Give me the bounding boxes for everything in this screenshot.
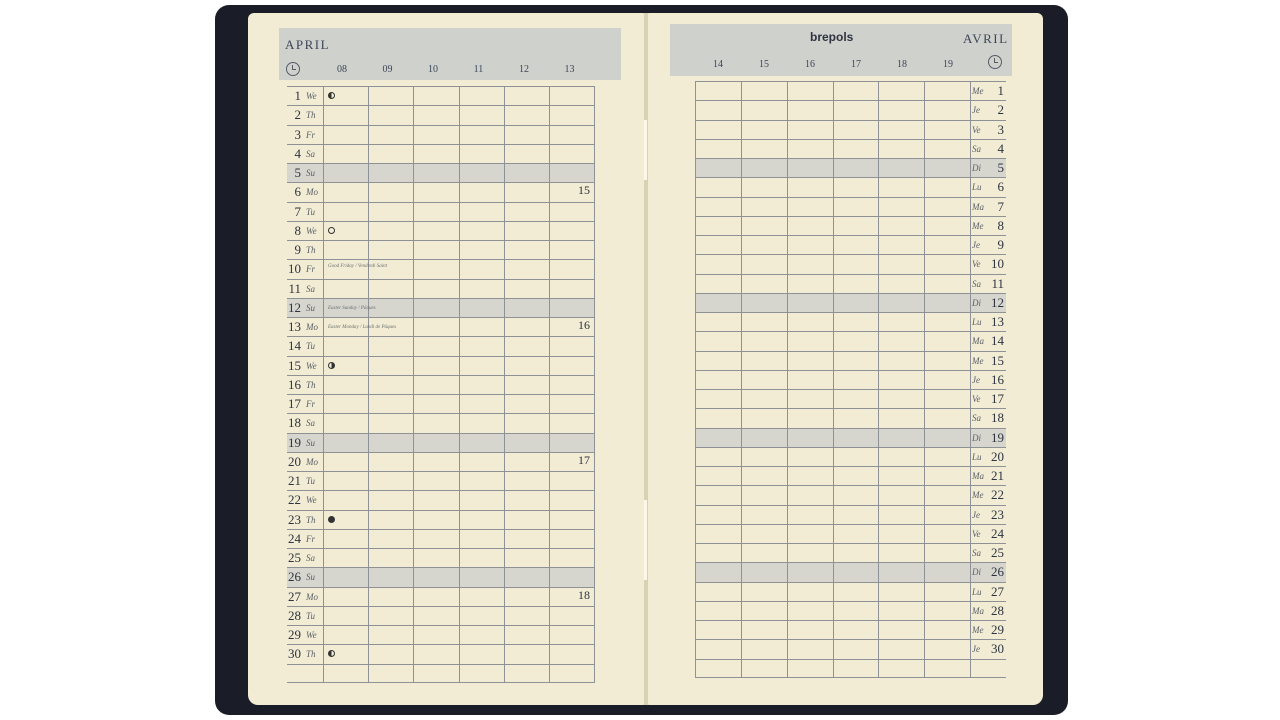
- day-name: Lu: [972, 317, 982, 327]
- moon-phase-icon: [328, 227, 335, 234]
- day-number: 11: [991, 275, 1004, 291]
- week-number: 18: [578, 587, 590, 602]
- day-number: 29: [991, 622, 1004, 637]
- clock-icon: [286, 62, 300, 76]
- day-name: Lu: [972, 182, 982, 193]
- day-name: Su: [306, 168, 315, 178]
- day-name: Th: [306, 110, 316, 121]
- day-number: 18: [991, 410, 1004, 426]
- day-number: 1: [997, 83, 1004, 98]
- hour-label: 14: [713, 59, 723, 70]
- day-name: Me: [972, 86, 984, 96]
- day-number: 14: [991, 333, 1004, 349]
- day-name: Su: [306, 302, 315, 313]
- day-number: 23: [288, 511, 301, 527]
- day-number: 14: [288, 338, 301, 354]
- day-number: 19: [991, 429, 1004, 445]
- holiday-note: Easter Sunday / Pâques: [328, 305, 376, 311]
- day-name: We: [306, 91, 317, 101]
- day-name: Di: [972, 163, 981, 173]
- day-name: Ve: [972, 528, 981, 539]
- day-number: 4: [997, 140, 1004, 156]
- grid-line: [970, 81, 971, 678]
- day-name: Ma: [972, 605, 984, 616]
- day-name: Ve: [972, 394, 981, 404]
- day-name: Sa: [306, 148, 315, 159]
- day-number: 20: [991, 448, 1004, 464]
- day-number: 18: [288, 415, 301, 431]
- day-name: Me: [972, 625, 984, 635]
- day-name: Lu: [972, 451, 982, 462]
- day-number: 5: [997, 160, 1004, 175]
- day-name: Ma: [972, 201, 984, 212]
- day-name: Je: [972, 374, 980, 385]
- day-name: Sa: [972, 278, 981, 289]
- day-name: Fr: [306, 399, 315, 409]
- day-name: Ve: [972, 124, 981, 135]
- day-name: Lu: [972, 586, 982, 597]
- day-number: 15: [991, 352, 1004, 368]
- day-number: 22: [288, 492, 301, 508]
- binding-stitch: [644, 500, 647, 580]
- day-name: We: [306, 495, 317, 506]
- day-number: 3: [294, 126, 301, 142]
- week-number: 15: [578, 183, 590, 198]
- moon-phase-icon: [328, 650, 335, 657]
- clock-icon: [988, 55, 1002, 69]
- day-number: 20: [288, 453, 301, 469]
- day-number: 26: [288, 569, 301, 585]
- day-number: 25: [288, 550, 301, 565]
- spine: [644, 13, 648, 705]
- day-number: 9: [997, 237, 1004, 252]
- day-number: 23: [991, 506, 1004, 522]
- grid-line: [549, 86, 550, 683]
- day-number: 30: [991, 641, 1004, 657]
- hour-label: 17: [851, 59, 861, 70]
- day-name: Mo: [306, 456, 318, 467]
- day-number: 2: [997, 102, 1004, 118]
- binding-stitch: [644, 120, 647, 180]
- day-number: 17: [991, 391, 1004, 406]
- day-name: Me: [972, 490, 984, 501]
- day-name: Su: [306, 572, 315, 583]
- hour-label: 11: [473, 64, 484, 75]
- grid-line: [504, 86, 505, 683]
- day-name: Je: [972, 240, 980, 250]
- day-name: Tu: [306, 206, 316, 217]
- holiday-note: Good Friday / Vendredi Saint: [328, 264, 387, 270]
- day-name: Me: [972, 220, 984, 231]
- day-name: Di: [972, 297, 981, 308]
- day-number: 6: [294, 184, 301, 200]
- day-name: Th: [306, 379, 316, 390]
- day-name: Di: [972, 432, 981, 443]
- hour-label: 15: [759, 59, 769, 70]
- day-name: Tu: [306, 476, 316, 486]
- day-name: We: [306, 360, 317, 371]
- day-name: Me: [972, 355, 984, 366]
- day-name: Tu: [306, 610, 316, 621]
- day-number: 22: [991, 487, 1004, 503]
- grid-line: [368, 86, 369, 683]
- day-name: Sa: [306, 418, 315, 429]
- hour-label: 12: [519, 64, 529, 75]
- day-number: 7: [997, 198, 1004, 214]
- right-schedule-grid: [695, 81, 1006, 678]
- day-name: Ma: [972, 336, 984, 347]
- brand-logo: brepols: [810, 30, 854, 44]
- hour-label: 09: [382, 64, 393, 75]
- day-number: 6: [997, 179, 1004, 195]
- day-number: 13: [991, 314, 1004, 329]
- week-number: 16: [578, 318, 590, 332]
- day-number: 21: [288, 473, 301, 488]
- day-name: Di: [972, 567, 981, 578]
- day-number: 2: [294, 107, 301, 123]
- week-number: 17: [578, 452, 590, 467]
- grid-line: [787, 81, 788, 678]
- grid-line: [413, 86, 414, 683]
- hour-label: 19: [943, 59, 953, 70]
- grid-line: [594, 86, 595, 683]
- grid-line: [459, 86, 460, 683]
- day-name: Sa: [972, 548, 981, 558]
- day-number: 12: [991, 294, 1004, 310]
- day-name: Ve: [972, 259, 981, 270]
- day-number: 19: [288, 434, 301, 450]
- day-number: 15: [288, 357, 301, 373]
- day-name: Th: [306, 245, 316, 255]
- day-name: We: [306, 225, 317, 236]
- day-number: 28: [991, 602, 1004, 618]
- day-number: 16: [991, 371, 1004, 387]
- day-number: 27: [991, 583, 1004, 599]
- day-number: 8: [294, 222, 301, 238]
- day-number: 16: [288, 376, 301, 392]
- day-name: Th: [306, 649, 316, 660]
- day-number: 11: [288, 280, 301, 296]
- day-number: 8: [997, 217, 1004, 233]
- day-number: 21: [991, 468, 1004, 483]
- day-name: Fr: [306, 533, 315, 544]
- day-name: Sa: [972, 413, 981, 424]
- day-name: Sa: [972, 143, 981, 154]
- day-name: Mo: [306, 591, 318, 602]
- day-number: 29: [288, 627, 301, 642]
- hour-label: 08: [337, 64, 347, 75]
- day-name: Fr: [306, 264, 315, 275]
- day-name: Fr: [306, 129, 315, 140]
- day-name: Sa: [306, 283, 315, 294]
- day-name: Ma: [972, 471, 984, 481]
- day-name: Je: [972, 105, 980, 116]
- day-number: 7: [294, 203, 301, 219]
- day-number: 28: [288, 607, 301, 623]
- day-number: 9: [294, 242, 301, 257]
- day-name: Mo: [306, 187, 318, 198]
- day-number: 13: [288, 319, 301, 334]
- day-number: 12: [288, 299, 301, 315]
- month-title-right: AVRIL: [963, 31, 1009, 46]
- day-number: 10: [288, 261, 301, 277]
- day-name: Je: [972, 509, 980, 520]
- day-number: 1: [294, 88, 301, 103]
- moon-phase-icon: [328, 516, 335, 523]
- day-number: 5: [294, 165, 301, 180]
- day-number: 24: [288, 530, 301, 546]
- left-schedule-grid: [287, 86, 594, 683]
- day-number: 17: [288, 396, 301, 411]
- hour-label: 10: [428, 64, 438, 75]
- grid-line: [323, 86, 324, 683]
- day-number: 26: [991, 564, 1004, 580]
- hour-label: 18: [897, 59, 907, 70]
- grid-line: [878, 81, 879, 678]
- month-title-left: APRIL: [285, 37, 331, 52]
- day-number: 4: [294, 145, 301, 161]
- day-name: We: [306, 630, 317, 640]
- holiday-note: Easter Monday / Lundi de Pâques: [328, 325, 397, 330]
- moon-phase-icon: [328, 362, 335, 369]
- day-name: Tu: [306, 341, 316, 352]
- day-name: Mo: [306, 322, 318, 332]
- day-number: 25: [991, 545, 1004, 560]
- day-name: Sa: [306, 553, 315, 563]
- grid-line: [741, 81, 742, 678]
- grid-line: [924, 81, 925, 678]
- grid-line: [833, 81, 834, 678]
- day-name: Su: [306, 437, 315, 448]
- moon-phase-icon: [328, 92, 335, 99]
- day-name: Th: [306, 514, 316, 525]
- day-number: 27: [288, 588, 301, 604]
- grid-line: [695, 81, 696, 678]
- hour-label: 16: [805, 59, 815, 70]
- day-number: 10: [991, 256, 1004, 272]
- day-number: 30: [288, 646, 301, 662]
- day-number: 3: [997, 121, 1004, 137]
- day-name: Je: [972, 644, 980, 655]
- day-number: 24: [991, 525, 1004, 541]
- hour-label: 13: [564, 64, 575, 75]
